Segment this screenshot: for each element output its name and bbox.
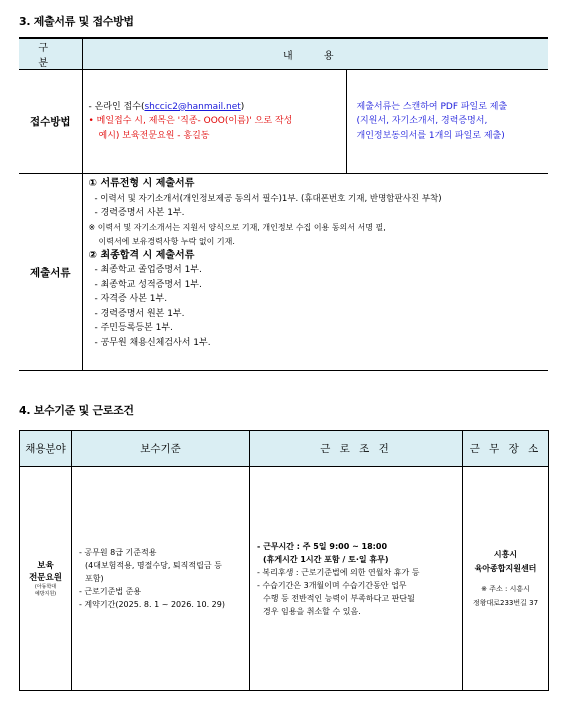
mail-instruction: • 메일접수 시, 제목은 '직종- OOO(이름)' 으로 작성 (88, 116, 293, 127)
header-pay: 보수기준 (72, 431, 250, 467)
conditions-cell (250, 467, 463, 691)
field-line: 전문요원 (29, 572, 62, 583)
method-details (82, 70, 346, 174)
conditions-line: - 복리후생 : 근로기준법에 의한 연월차 휴가 등 (257, 567, 420, 577)
conditions-line: 수행 등 전반적인 능력이 부족하다고 판단될 (263, 593, 415, 603)
method-note (346, 70, 548, 174)
method-note-line: 개인정보동의서를 1개의 파일로 제출) (356, 130, 505, 141)
documents-note: ※ 이력서 및 자기소개서는 지원서 양식으로 기재, 개인정보 수집 이용 동의서 서명 필, (88, 222, 386, 232)
header-category: 구 분 (19, 38, 82, 70)
group2-item: - 공무원 채용신체검사서 1부. (94, 337, 211, 348)
documents-row (19, 174, 548, 371)
field-line: 예방지원) (34, 590, 57, 597)
group2-item: - 경력증명서 원본 1부. (94, 308, 185, 319)
documents-note: 이력서에 보유경력사항 누락 없이 기재. (98, 236, 235, 246)
group2-item: - 자격증 사본 1부. (94, 294, 168, 304)
method-note-line: (지원서, 자기소개서, 경력증명서, (356, 116, 488, 127)
pay-cell (72, 467, 250, 691)
pay-line: 포함) (85, 574, 104, 583)
documents-details (82, 174, 548, 371)
pay-line: - 근로기준법 준용 (79, 587, 142, 596)
conditions-line: 경우 임용을 취소할 수 있음. (263, 606, 361, 616)
header-content: 내 용 (82, 38, 548, 70)
group2-item: - 최종학교 성적증명서 1부. (94, 279, 202, 290)
pay-line: - 공무원 8급 기준적용 (79, 548, 157, 557)
place-line: 육아종합지원센터 (474, 563, 537, 573)
field-cell (20, 467, 72, 691)
pay-table-row (20, 467, 549, 691)
place-line: 정왕대로233번길 37 (472, 598, 539, 607)
group2-title: ② 최종합격 시 제출서류 (88, 249, 195, 261)
pay-line: - 계약기간(2025. 8. 1 ~ 2026. 10. 29) (79, 600, 225, 609)
place-line: ※ 주소 : 시흥시 (481, 584, 530, 593)
method-note-line: 제출서류는 스캔하여 PDF 파일로 제출 (356, 101, 508, 112)
section4-title: 4. 보수기준 및 근로조건 (19, 404, 134, 417)
submission-table (19, 37, 548, 371)
field-line: 보육 (37, 560, 54, 571)
documents-label: 제출서류 (19, 174, 82, 371)
group1-title: ① 서류전형 시 제출서류 (88, 178, 195, 189)
conditions-line: - 수습기간은 3개월이며 수습기간동안 업무 (257, 580, 407, 590)
online-prefix: - 온라인 접수( (88, 101, 145, 112)
place-cell (463, 467, 549, 691)
section3-title: 3. 제출서류 및 접수방법 (19, 15, 134, 28)
pay-conditions-table (19, 430, 549, 691)
header-place: 근 무 장 소 (463, 431, 549, 467)
group1-item: - 이력서 및 자기소개서(개인정보제공 동의서 필수)1부. (휴대폰번호 기재, 반명함판사진 부착) (94, 193, 442, 204)
field-line: (아동학대 (34, 583, 57, 590)
online-suffix: ) (240, 101, 245, 112)
group2-item: - 주민등록등본 1부. (94, 323, 173, 333)
group2-item: - 최종학교 졸업증명서 1부. (94, 265, 202, 275)
mail-example: 예시) 보육전문요원 - 홍길동 (98, 130, 210, 141)
submission-table-header (19, 38, 548, 70)
method-row (19, 70, 548, 174)
conditions-line: (휴게시간 1시간 포함 / 토·일 휴무) (263, 554, 389, 564)
online-submission (89, 100, 346, 115)
place-line: 시흥시 (493, 549, 518, 559)
conditions-line: - 근무시간 : 주 5일 9:00 ~ 18:00 (257, 541, 388, 551)
method-label: 접수방법 (19, 70, 82, 174)
header-conditions: 근 로 조 건 (250, 431, 463, 467)
pay-table-header (20, 431, 549, 467)
header-field: 채용분야 (20, 431, 72, 467)
email-link[interactable]: shccic2@hanmail.net (144, 101, 241, 112)
pay-line: (4대보험적용, 명절수당, 퇴직적립금 등 (85, 561, 222, 570)
group1-item: - 경력증명서 사본 1부. (94, 208, 185, 218)
